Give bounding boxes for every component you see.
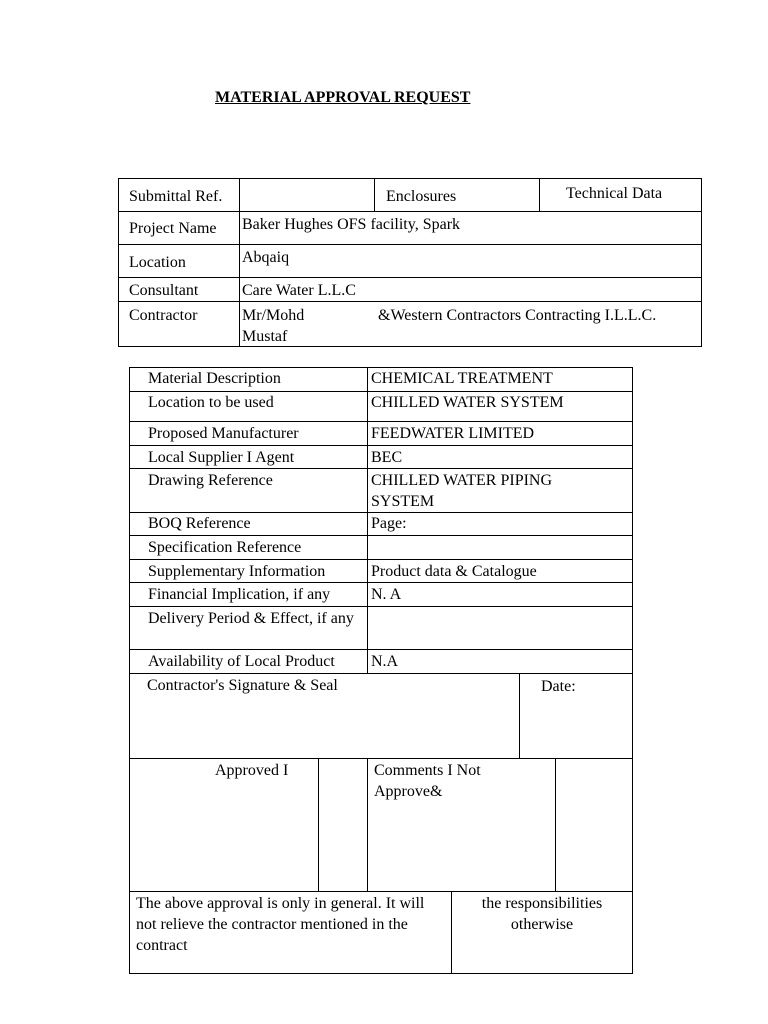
row-divider bbox=[118, 277, 702, 278]
row-divider bbox=[129, 606, 633, 607]
location-label: Location bbox=[129, 254, 186, 271]
drawing-reference-value: CHILLED WATER PIPING SYSTEM bbox=[371, 472, 553, 510]
specification-reference-label: Specification Reference bbox=[148, 539, 302, 556]
local-product-availability-value: N.A bbox=[371, 653, 399, 670]
column-divider bbox=[555, 758, 556, 891]
proposed-manufacturer-label: Proposed Manufacturer bbox=[148, 425, 299, 442]
row-divider bbox=[129, 582, 633, 583]
boq-reference-label: BOQ Reference bbox=[148, 515, 251, 532]
enclosures-value: Technical Data bbox=[566, 185, 663, 202]
row-divider bbox=[118, 211, 702, 212]
column-divider bbox=[519, 673, 520, 758]
column-divider bbox=[318, 758, 319, 891]
consultant-label: Consultant bbox=[129, 282, 199, 299]
responsibilities-note: the responsibilities otherwise bbox=[481, 895, 603, 933]
contractor-label: Contractor bbox=[129, 307, 198, 324]
row-divider bbox=[129, 445, 633, 446]
row-divider bbox=[118, 244, 702, 245]
submittal-ref-label: Submittal Ref. bbox=[129, 188, 223, 205]
location-to-be-used-label: Location to be used bbox=[148, 394, 274, 411]
page-title: MATERIAL APPROVAL REQUEST bbox=[215, 89, 471, 106]
project-name-label: Project Name bbox=[129, 220, 217, 237]
local-supplier-label: Local Supplier I Agent bbox=[148, 449, 295, 466]
approved-label: Approved I bbox=[215, 762, 289, 779]
row-divider bbox=[129, 468, 633, 469]
financial-implication-label: Financial Implication, if any bbox=[148, 586, 331, 603]
row-divider bbox=[118, 301, 702, 302]
column-divider bbox=[451, 891, 452, 974]
supplementary-information-value: Product data & Catalogue bbox=[371, 563, 537, 580]
column-divider bbox=[367, 367, 368, 673]
boq-reference-value: Page: bbox=[371, 515, 407, 532]
contractor-person: Mr/Mohd Mustaf bbox=[242, 307, 305, 345]
approval-disclaimer: The above approval is only in general. It will not relieve the contractor mentioned in the contract bbox=[136, 895, 425, 954]
material-description-label: Material Description bbox=[148, 370, 281, 387]
row-divider bbox=[129, 535, 633, 536]
local-product-availability-label: Availability of Local Product bbox=[148, 653, 335, 670]
column-divider bbox=[539, 178, 540, 211]
project-name-value: Baker Hughes OFS facility, Spark bbox=[242, 216, 461, 233]
enclosures-label: Enclosures bbox=[386, 188, 457, 205]
drawing-reference-label: Drawing Reference bbox=[148, 472, 273, 489]
material-description-value: CHEMICAL TREATMENT bbox=[371, 370, 553, 387]
comments-not-approved-label: Comments I Not Approve& bbox=[374, 762, 481, 800]
consultant-value: Care Water L.L.C bbox=[242, 282, 356, 299]
row-divider bbox=[129, 891, 633, 892]
row-divider bbox=[129, 673, 633, 674]
column-divider bbox=[239, 178, 240, 347]
row-divider bbox=[129, 421, 633, 422]
column-divider bbox=[367, 758, 368, 891]
location-to-be-used-value: CHILLED WATER SYSTEM bbox=[371, 394, 564, 411]
date-label: Date: bbox=[541, 678, 576, 695]
row-divider bbox=[129, 758, 633, 759]
location-value: Abqaiq bbox=[242, 249, 290, 266]
delivery-period-label: Delivery Period & Effect, if any bbox=[148, 610, 354, 627]
contractor-company: &Western Contractors Contracting I.L.L.C. bbox=[378, 307, 657, 324]
row-divider bbox=[129, 559, 633, 560]
supplementary-information-label: Supplementary Information bbox=[148, 563, 326, 580]
proposed-manufacturer-value: FEEDWATER LIMITED bbox=[371, 425, 535, 442]
financial-implication-value: N. A bbox=[371, 586, 402, 603]
column-divider bbox=[374, 178, 375, 211]
row-divider bbox=[129, 649, 633, 650]
local-supplier-value: BEC bbox=[371, 449, 403, 466]
contractor-signature-label: Contractor's Signature & Seal bbox=[147, 677, 338, 694]
